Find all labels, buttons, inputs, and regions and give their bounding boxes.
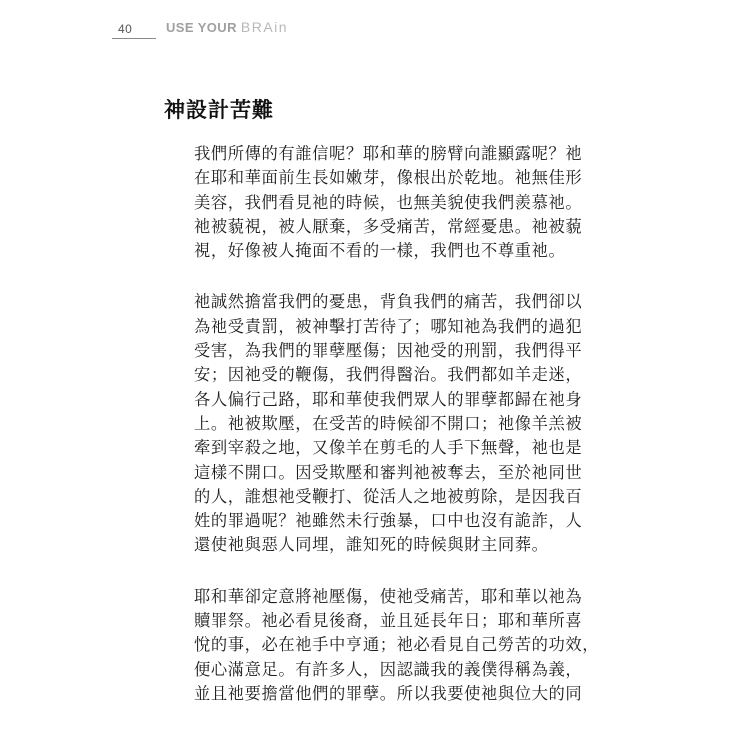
text-line: 在耶和華面前生長如嫩芽，像根出於乾地。祂無佳形 [194, 168, 583, 188]
text-line: 耶和華卻定意將祂壓傷，使祂受痛苦，耶和華以祂為 [194, 586, 583, 606]
text-line: 視，好像被人掩面不看的一樣，我們也不尊重祂。 [194, 241, 566, 261]
text-line: 美容，我們看見祂的時候，也無美貌使我們羨慕祂。 [194, 192, 583, 212]
text-line: 這樣不開口。因受欺壓和審判祂被奪去，至於祂同世 [194, 462, 583, 482]
body-text [194, 142, 600, 733]
text-line: 悅的事，必在祂手中亨通；祂必看見自己勞苦的功效， [194, 635, 600, 655]
running-head [166, 19, 288, 35]
text-line: 姓的罪過呢？祂雖然未行強暴，口中也沒有詭詐，人 [194, 511, 583, 531]
text-line: 祂被藐視，被人厭棄，多受痛苦，常經憂患。祂被藐 [194, 216, 583, 236]
header-rule [112, 38, 156, 39]
text-line: 受害，為我們的罪孽壓傷；因祂受的刑罰，我們得平 [194, 341, 583, 361]
text-line: 牽到宰殺之地，又像羊在剪毛的人手下無聲，祂也是 [194, 438, 583, 458]
paragraph-1 [194, 142, 583, 263]
text-line: 祂誠然擔當我們的憂患，背負我們的痛苦，我們卻以 [194, 292, 583, 312]
text-line: 我們所傳的有誰信呢？耶和華的膀臂向誰顯露呢？祂 [194, 144, 583, 163]
text-line: 上。祂被欺壓，在受苦的時候卻不開口；祂像羊羔被 [194, 413, 583, 433]
paragraph-2 [194, 290, 583, 557]
running-head-bold: USE YOUR [166, 20, 241, 35]
text-line: 便心滿意足。有許多人，因認識我的義僕得稱為義， [194, 659, 583, 679]
text-line: 的人，誰想祂受鞭打、從活人之地被剪除，是因我百 [194, 486, 583, 506]
text-line: 為祂受責罰，被神擊打苦待了；哪知祂為我們的過犯 [194, 316, 583, 336]
text-line: 並且祂要擔當他們的罪孽。所以我要使祂與位大的同 [194, 683, 583, 703]
page-header [0, 18, 750, 42]
page-number: 40 [118, 22, 133, 36]
paragraph-3 [194, 585, 600, 706]
text-line: 安；因祂受的鞭傷，我們得醫治。我們都如羊走迷， [194, 365, 583, 385]
section-title: 神設計苦難 [164, 98, 274, 122]
running-head-light: BRAin [240, 19, 289, 35]
text-line: 各人偏行己路，耶和華使我們眾人的罪孽都歸在祂身 [194, 389, 583, 409]
text-line: 還使祂與惡人同埋，誰知死的時候與財主同葬。 [194, 535, 549, 555]
text-line: 贖罪祭。祂必看見後裔，並且延長年日；耶和華所喜 [194, 611, 583, 631]
